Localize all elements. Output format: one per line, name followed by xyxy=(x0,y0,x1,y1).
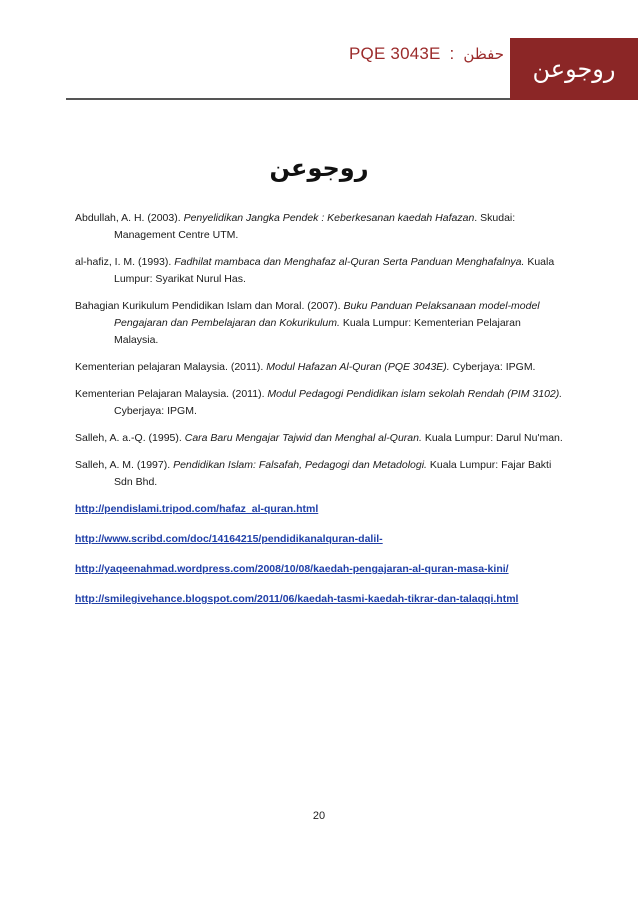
reference-link[interactable]: http://smilegivehance.blogspot.com/2011/06/kaedah-tasmi-kaedah-tikrar-dan-talaqqi.html xyxy=(75,593,519,605)
running-header xyxy=(0,44,504,64)
page-title: روجوعن xyxy=(269,154,369,182)
reference-entry: Kementerian pelajaran Malaysia. (2011). Modul Hafazan Al-Quran (PQE 3043E). Cyberjaya: IPGM. xyxy=(75,361,536,373)
reference-entry: Salleh, A. a.-Q. (1995). Cara Baru Mengajar Tajwid dan Menghal al-Quran. Kuala Lumpur: Darul Nu'man. xyxy=(75,432,563,444)
reference-entry: Bahagian Kurikulum Pendidikan Islam dan Moral. (2007). Buku Panduan Pelaksanaan model-model Pengajaran dan Pembelajaran dan Kokurikulum. Kuala Lumpur: Kementerian Pelajaran Malaysia. xyxy=(75,300,540,346)
header-separator: : xyxy=(449,44,455,63)
reference-entry: Abdullah, A. H. (2003). Penyelidikan Jangka Pendek : Keberkesanan kaedah Hafazan. Skudai: Management Centre UTM. xyxy=(75,212,516,241)
reference-link[interactable]: http://pendislami.tripod.com/hafaz_al-quran.html xyxy=(75,503,319,515)
reference-link[interactable]: http://yaqeenahmad.wordpress.com/2008/10/08/kaedah-pengajaran-al-quran-masa-kini/ xyxy=(75,563,509,575)
course-code: PQE 3043E xyxy=(349,44,441,63)
reference-entry: al-hafiz, I. M. (1993). Fadhilat mambaca dan Menghafaz al-Quran Serta Panduan Menghafalnya. Kuala Lumpur: Syarikat Nurul Has. xyxy=(75,256,555,285)
reference-link[interactable]: http://www.scribd.com/doc/14164215/pendidikanalquran-dalil- xyxy=(75,533,383,545)
section-label: روجوعن xyxy=(532,55,616,83)
reference-list xyxy=(75,210,565,621)
section-label-box xyxy=(510,38,638,100)
header-divider xyxy=(66,98,510,100)
course-subject: حفظن xyxy=(463,45,504,63)
reference-entry: Salleh, A. M. (1997). Pendidikan Islam: Falsafah, Pedagogi dan Metadologi. Kuala Lumpur: Fajar Bakti Sdn Bhd. xyxy=(75,459,552,488)
page-number: 20 xyxy=(312,810,326,822)
reference-entry: Kementerian Pelajaran Malaysia. (2011). Modul Pedagogi Pendidikan islam sekolah Rendah (PIM 3102). Cyberjaya: IPGM. xyxy=(75,388,563,417)
